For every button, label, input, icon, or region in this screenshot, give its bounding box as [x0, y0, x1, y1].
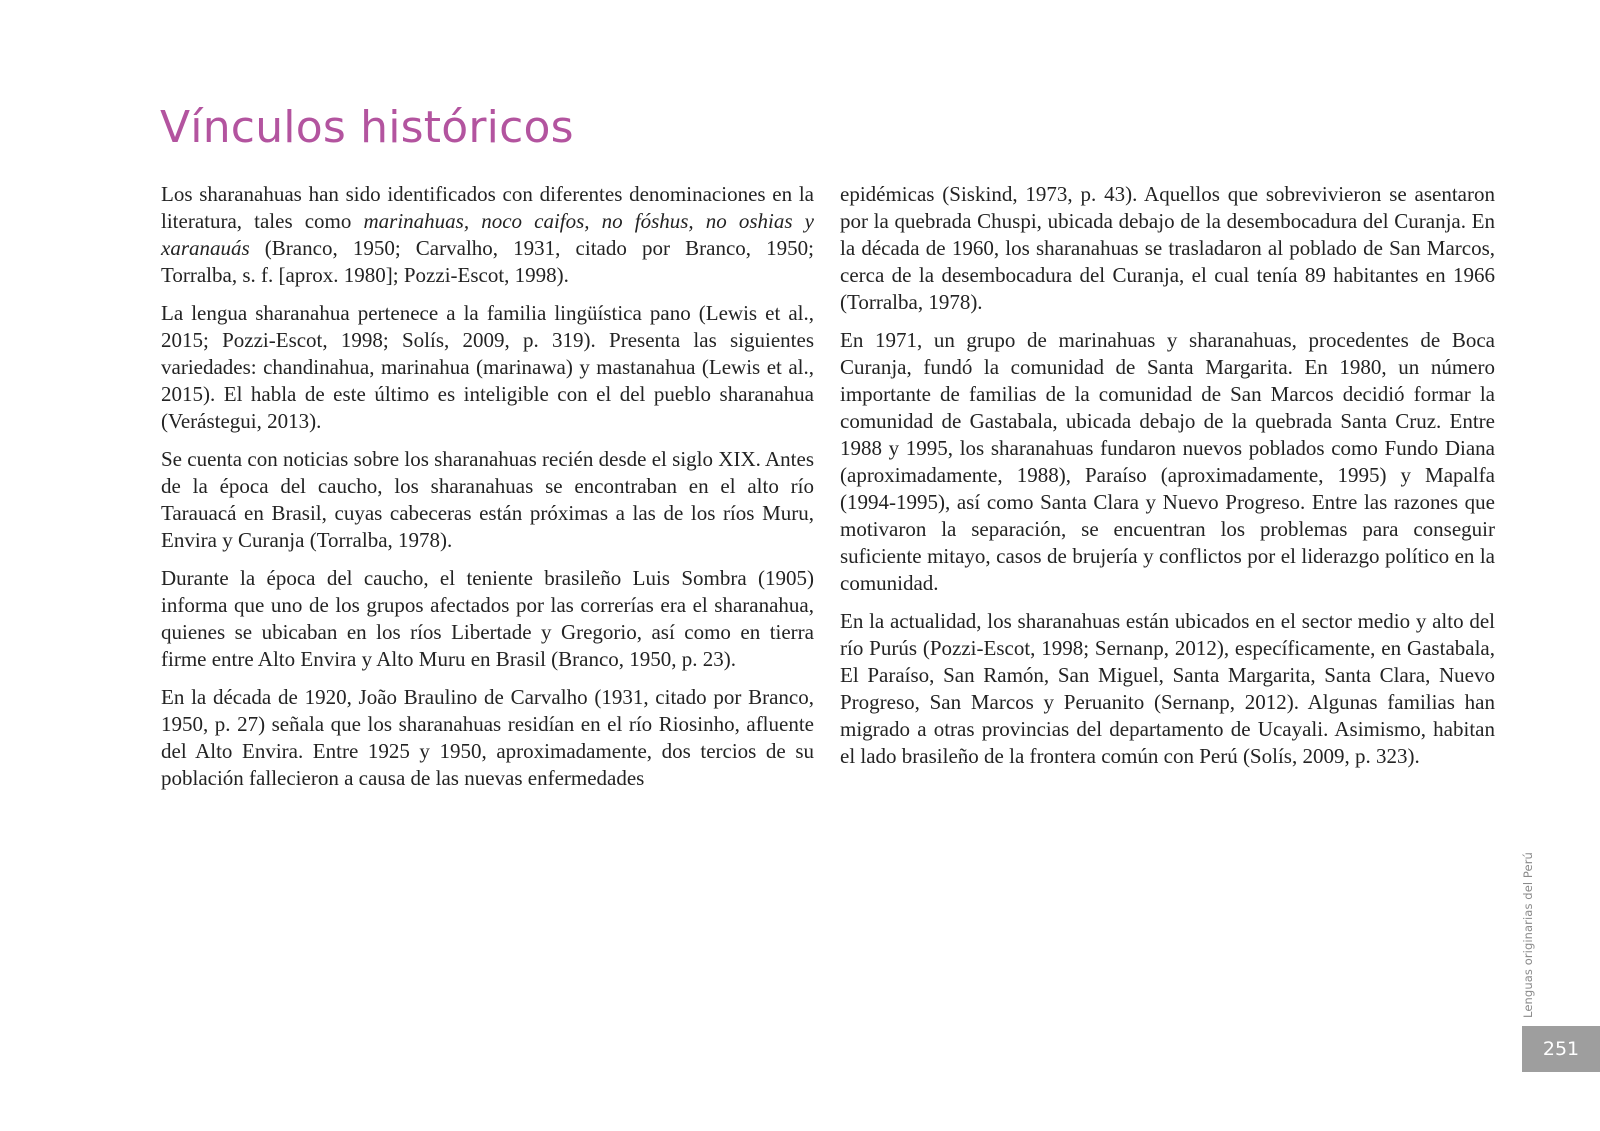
right-column — [840, 181, 1495, 781]
paragraph: La lengua sharanahua pertenece a la familia lingüística pano (Lewis et al., 2015; Pozzi-Escot, 1998; Solís, 2009, p. 319). Presenta las siguientes variedades: chandinahua, marinahua (marinawa) y mastanahua (Lewis et al., 2015). El habla de este último es inteligible con el del pueblo sharanahua (Verástegui, 2013). — [161, 301, 814, 433]
paragraph: Se cuenta con noticias sobre los sharanahuas recién desde el siglo XIX. Antes de la época del caucho, los sharanahuas se encontraban en el alto río Tarauacá en Brasil, cuyas cabeceras están próximas a las de los ríos Muru, Envira y Curanja (Torralba, 1978). — [161, 447, 814, 552]
paragraph: En la década de 1920, João Braulino de Carvalho (1931, citado por Branco, 1950, p. 27) señala que los sharanahuas residían en el río Riosinho, afluente del Alto Envira. Entre 1925 y 1950, aproximadamente, dos tercios de su población fallecieron a causa de las nuevas enfermedades — [161, 685, 814, 790]
paragraph: En la actualidad, los sharanahuas están ubicados en el sector medio y alto del río Purús (Pozzi-Escot, 1998; Sernanp, 2012), específicamente, en Gastabala, El Paraíso, San Ramón, San Miguel, Santa Margarita, Santa Clara, Nuevo Progreso, San Marcos y Peruanito (Sernanp, 2012). Algunas familias han migrado a otras provincias del departamento de Ucayali. Asimismo, habitan el lado brasileño de la frontera común con Perú (Solís, 2009, p. 323). — [840, 609, 1495, 768]
paragraph: En 1971, un grupo de marinahuas y sharanahuas, procedentes de Boca Curanja, fundó la comunidad de Santa Margarita. En 1980, un número importante de familias de la comunidad de San Marcos decidió formar la comunidad de Gastabala, ubicada debajo de la quebrada Santa Cruz. Entre 1988 y 1995, los sharanahuas fundaron nuevos poblados como Fundo Diana (aproximadamente, 1988), Paraíso (aproximadamente, 1995) y Mapalfa (1994-1995), así como Santa Clara y Nuevo Progreso. Entre las razones que motivaron la separación, se encuentran los problemas para conseguir suficiente mitayo, casos de brujería y conflictos por el liderazgo político en la comunidad. — [840, 328, 1495, 595]
paragraph-text: (Branco, 1950; Carvalho, 1931, citado por Branco, 1950; Torralba, s. f. [aprox. 1980]; Pozzi-Escot, 1998). — [161, 236, 814, 287]
paragraph: epidémicas (Siskind, 1973, p. 43). Aquellos que sobrevivieron se asentaron por la quebrada Chuspi, ubicada debajo de la desembocadura del Curanja. En la década de 1960, los sharanahuas se trasladaron al poblado de San Marcos, cerca de la desembocadura del Curanja, el cual tenía 89 habitantes en 1966 (Torralba, 1978). — [840, 182, 1495, 314]
section-title: Vínculos históricos — [160, 102, 574, 153]
emphasized-names: marinahuas, noco caifos, no fóshus, no oshias y xaranauás — [161, 209, 814, 260]
paragraph-text: Los sharanahuas han sido identificados con diferentes denominaciones en la literatura, tales como — [161, 182, 814, 233]
page-number-badge: 251 — [1522, 1026, 1600, 1072]
running-title — [1518, 845, 1538, 1025]
paragraph — [161, 181, 814, 289]
left-column — [161, 181, 814, 803]
paragraph: Durante la época del caucho, el teniente brasileño Luis Sombra (1905) informa que uno de los grupos afectados por las correrías era el sharanahua, quienes se ubicaban en los ríos Libertade y Gregorio, así como en tierra firme entre Alto Envira y Alto Muru en Brasil (Branco, 1950, p. 23). — [161, 566, 814, 671]
running-title-text: Lenguas originarias del Perú — [1521, 852, 1535, 1018]
